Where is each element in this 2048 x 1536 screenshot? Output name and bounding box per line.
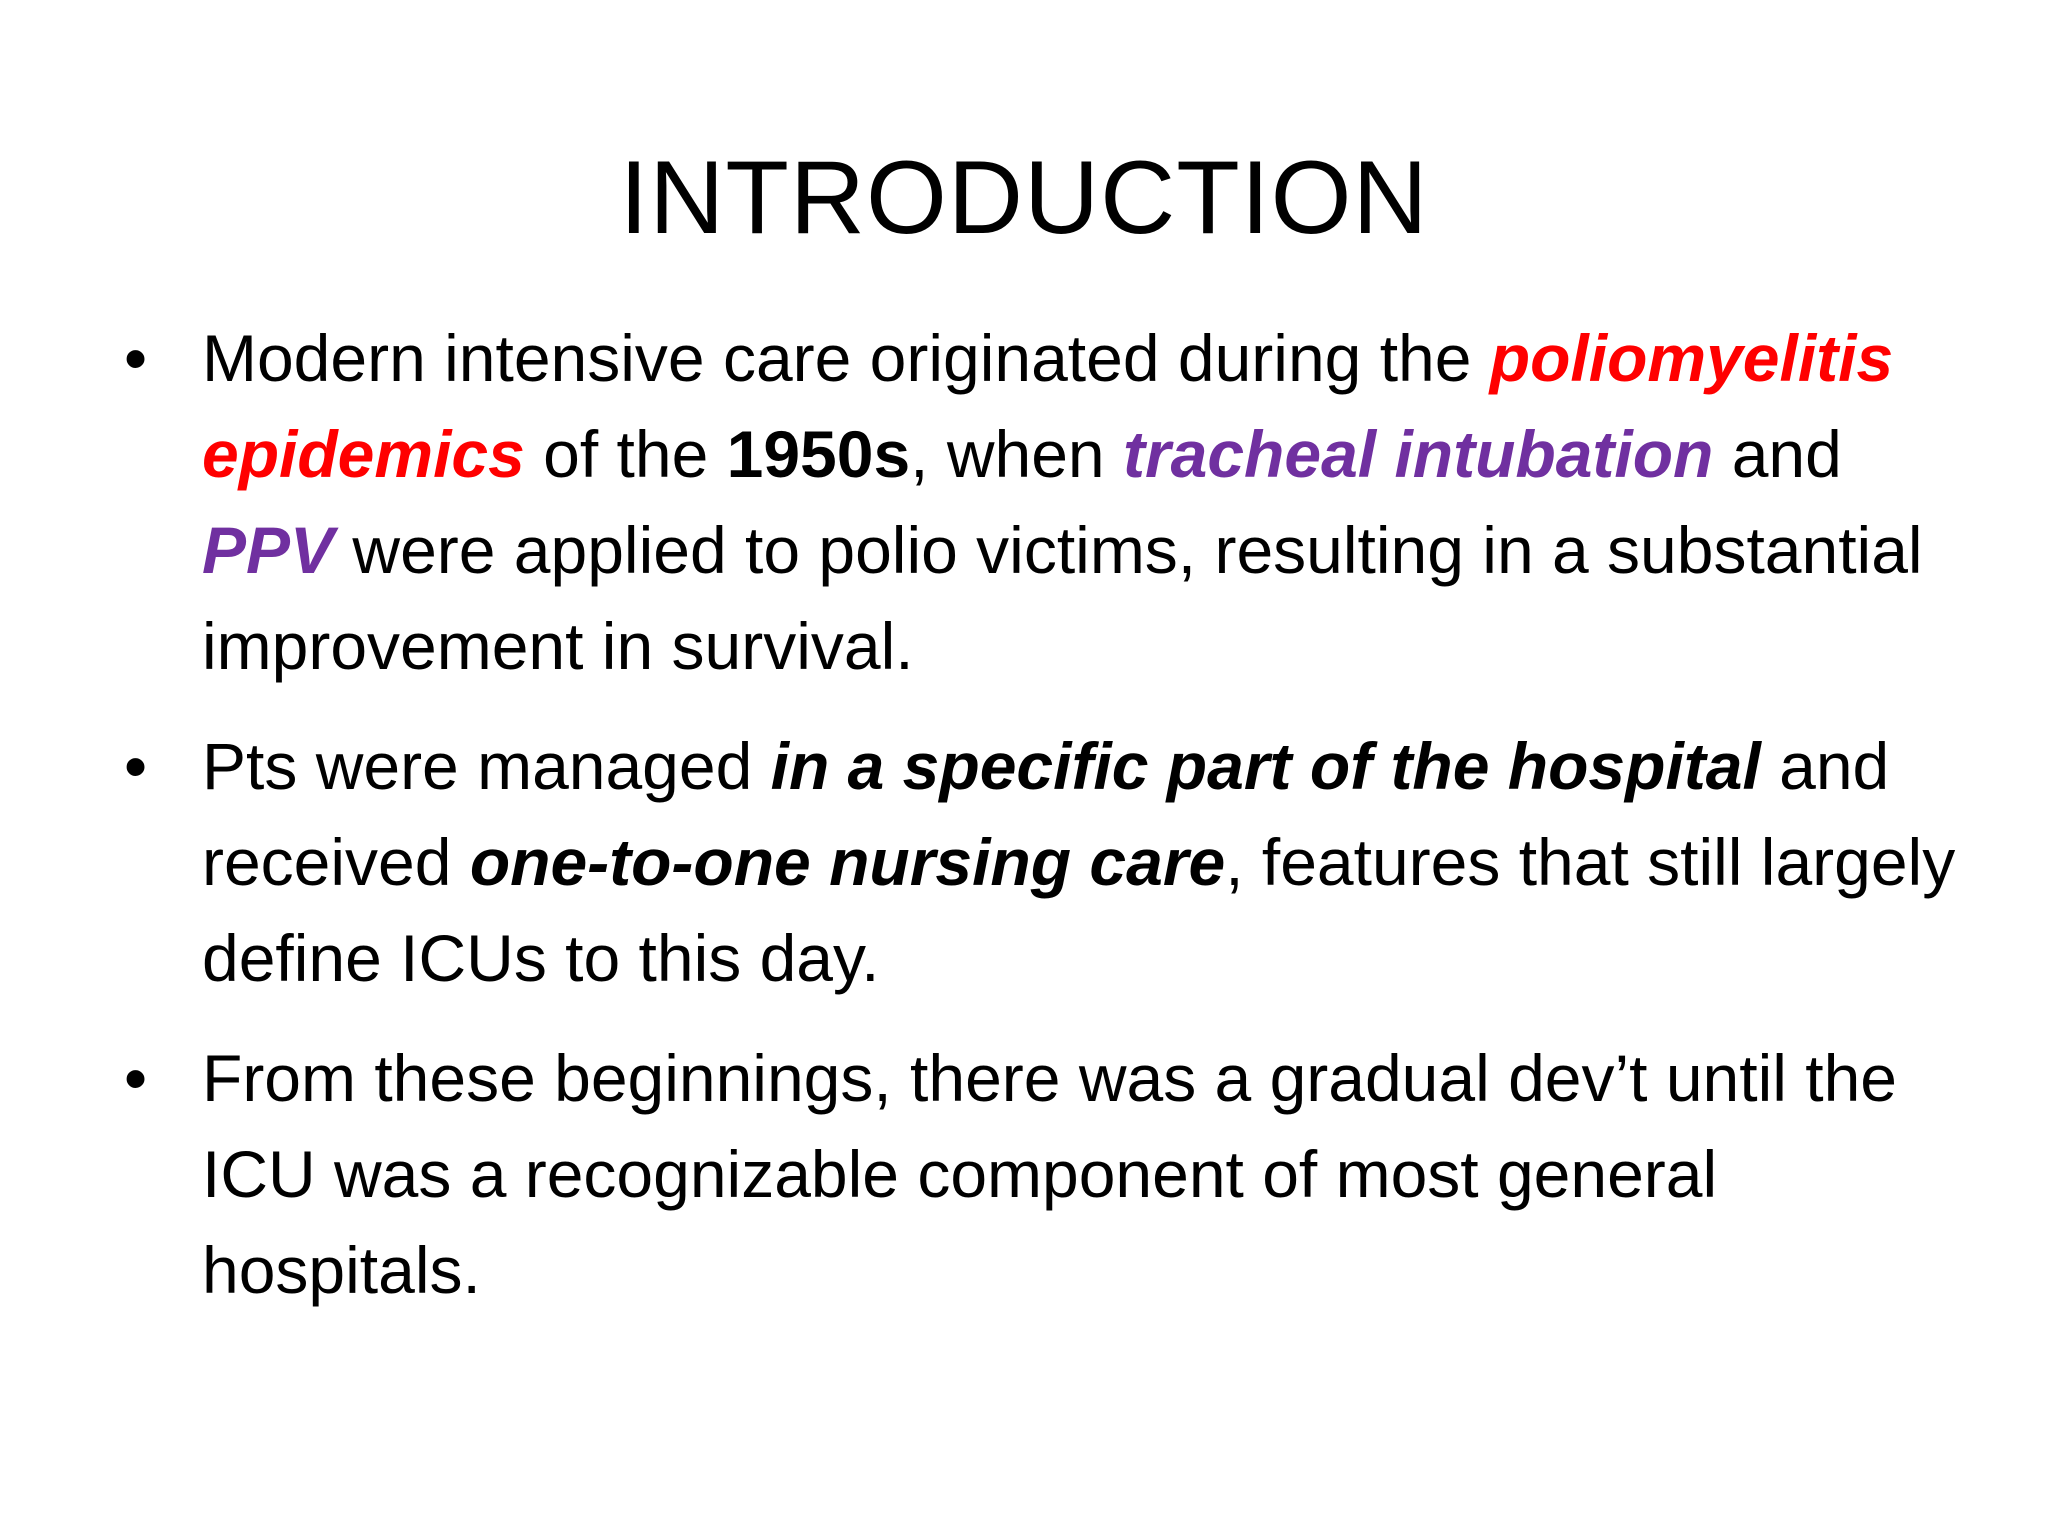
bullet-text-segment: , features that still largely define ICUs to this day. (202, 825, 1956, 995)
bullet-text-segment: Modern intensive care originated during the (202, 321, 1490, 395)
bullet-text-segment: were applied to polio victims, resulting in a substantial improvement in survival. (202, 513, 1923, 683)
bullet-list (120, 310, 1960, 1342)
bullet-text-segment: and received (202, 729, 1890, 899)
bullet-text-segment: From these beginnings, there was a gradual dev’t until the ICU was a recognizable component of most general hospitals. (202, 1041, 1897, 1307)
bullet-text-segment: and (1713, 417, 1842, 491)
bullet-dot-icon: • (124, 729, 148, 803)
emphasis-1950s: 1950s (726, 417, 911, 491)
bullet-text-segment: Pts were managed (202, 729, 771, 803)
slide-title: INTRODUCTION (619, 140, 1429, 256)
bullet-dot-icon: • (124, 321, 148, 395)
emphasis-ppv: PPV (202, 513, 335, 587)
bullet-item-3 (120, 1030, 1960, 1318)
bullet-text-segment: of the (524, 417, 727, 491)
bullet-item-2 (120, 718, 1960, 1006)
bullet-text-segment: , when (910, 417, 1123, 491)
emphasis-poliomyelitis: poliomyelitis epidemics (202, 321, 1894, 491)
emphasis-tracheal-intubation: tracheal intubation (1122, 417, 1714, 491)
emphasis-one-to-one: one-to-one nursing care (469, 825, 1226, 899)
emphasis-specific-part: in a specific part of the hospital (770, 729, 1761, 803)
bullet-dot-icon: • (124, 1041, 148, 1115)
bullet-item-1 (120, 310, 1960, 694)
